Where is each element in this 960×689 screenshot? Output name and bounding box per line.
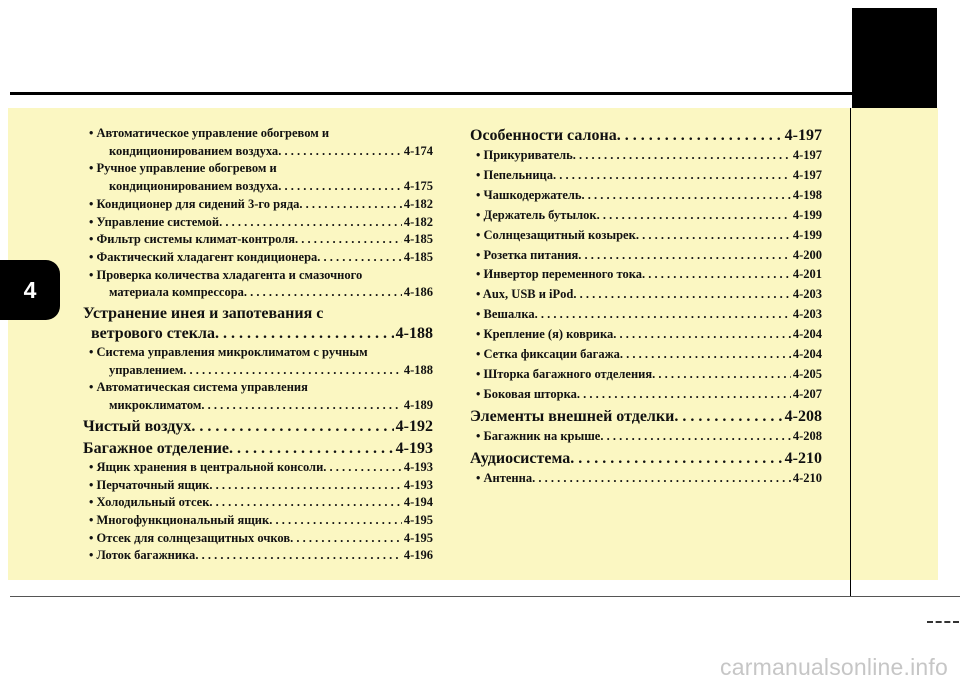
toc-subsection <box>83 249 433 267</box>
toc-entry-title: ветрового стекла <box>91 325 215 343</box>
toc-entry[interactable] <box>470 449 822 469</box>
toc-subsection <box>83 196 433 214</box>
toc-left-column <box>83 125 433 565</box>
dot-leader <box>183 362 402 380</box>
toc-page-number: 4-174 <box>403 143 433 158</box>
dot-leader <box>299 196 401 214</box>
dot-leader <box>570 449 782 469</box>
toc-page-number: 4-205 <box>792 366 822 381</box>
toc-entry[interactable] <box>83 459 433 477</box>
toc-entry-title: • Многофункциональный ящик <box>89 512 270 527</box>
toc-entry-title: • Пепельница <box>476 167 554 182</box>
toc-subsection <box>470 166 822 186</box>
toc-entry[interactable] <box>470 206 822 226</box>
toc-subsection <box>470 365 822 385</box>
toc-entry[interactable] <box>83 284 433 302</box>
toc-entry-title-line: • Система управления микроклиматом с ручным <box>89 345 368 360</box>
toc-entry[interactable] <box>470 325 822 345</box>
toc-entry[interactable] <box>83 547 433 565</box>
dot-leader <box>209 477 401 495</box>
page-marker <box>927 621 959 623</box>
toc-entry-title: • Сетка фиксации багажа <box>476 347 620 362</box>
dot-leader <box>617 126 783 146</box>
toc-subsection <box>83 160 433 195</box>
dot-leader <box>317 249 402 267</box>
toc-page-number: 4-204 <box>792 327 822 342</box>
dot-leader <box>269 512 402 530</box>
toc-subsection <box>470 246 822 266</box>
toc-entry-title: • Чашкодержатель <box>476 187 582 202</box>
toc-entry[interactable] <box>83 362 433 380</box>
toc-entry[interactable] <box>470 166 822 186</box>
toc-subsection <box>83 547 433 565</box>
toc-page-number: 4-203 <box>792 287 822 302</box>
toc-entry[interactable] <box>83 196 433 214</box>
toc-entry-title: управлением <box>109 362 184 377</box>
toc-entry[interactable] <box>83 249 433 267</box>
toc-entry-title: кондиционированием воздуха <box>109 179 279 194</box>
toc-entry[interactable] <box>470 469 822 489</box>
toc-page-number: 4-197 <box>784 127 822 144</box>
toc-subsection <box>83 477 433 495</box>
dot-leader <box>573 285 790 305</box>
toc-entry[interactable] <box>470 365 822 385</box>
toc-entry-title: • Прикуриватель <box>476 148 573 162</box>
toc-section <box>470 449 822 469</box>
toc-page-number: 4-186 <box>403 285 433 300</box>
dot-leader <box>620 345 791 365</box>
toc-subsection <box>470 385 822 405</box>
toc-subsection <box>83 214 433 232</box>
toc-subsection <box>83 267 433 302</box>
dot-leader <box>215 324 394 344</box>
toc-page-number: 4-196 <box>403 548 433 563</box>
toc-entry-title: • Перчаточный ящик <box>89 477 210 492</box>
toc-subsection <box>470 427 822 447</box>
toc-page-number: 4-185 <box>403 232 433 247</box>
toc-entry[interactable] <box>83 477 433 495</box>
toc-page-number: 4-208 <box>792 428 822 443</box>
toc-subsection <box>470 206 822 226</box>
toc-subsection <box>83 494 433 512</box>
toc-entry-title: • Боковая шторка <box>476 386 577 401</box>
toc-entry[interactable] <box>470 305 822 325</box>
dot-leader <box>532 469 791 489</box>
toc-entry-title: Аудиосистема <box>470 449 571 467</box>
toc-section <box>83 304 433 344</box>
toc-entry[interactable] <box>470 146 822 166</box>
toc-page-number: 4-208 <box>784 407 822 425</box>
dot-leader <box>636 226 791 246</box>
dot-leader <box>278 143 402 161</box>
toc-entry[interactable] <box>470 285 822 305</box>
dot-leader <box>295 231 402 249</box>
toc-entry-title: • Управление системой <box>89 214 220 229</box>
toc-page-number: 4-197 <box>792 167 822 182</box>
toc-entry-title: • Багажник на крыше <box>476 428 601 443</box>
top-rule <box>10 92 852 95</box>
dot-leader <box>209 494 401 512</box>
dot-leader <box>535 305 791 325</box>
toc-subsection <box>470 285 822 305</box>
dot-leader <box>244 284 402 302</box>
toc-entry[interactable] <box>83 439 433 459</box>
toc-page-number: 4-199 <box>792 207 822 222</box>
dot-leader <box>577 385 791 405</box>
toc-page-number: 4-192 <box>395 417 433 435</box>
toc-entry[interactable] <box>83 178 433 196</box>
toc-entry[interactable] <box>470 265 822 285</box>
toc-page-number: 4-185 <box>403 249 433 264</box>
toc-entry-title: • Фактический хладагент кондиционера <box>89 249 318 264</box>
toc-page-number: 4-193 <box>403 477 433 492</box>
toc-subsection <box>83 379 433 414</box>
toc-entry[interactable] <box>470 126 822 146</box>
toc-entry-title: • Aux, USB и iPod <box>476 287 574 302</box>
toc-entry[interactable] <box>470 427 822 447</box>
dot-leader <box>600 427 790 447</box>
dot-leader <box>219 214 402 232</box>
toc-page-number: 4-204 <box>792 347 822 362</box>
toc-entry-title: • Ящик хранения в центральной консоли <box>89 459 324 474</box>
toc-right-column <box>470 124 822 489</box>
toc-page-number: 4-199 <box>792 227 822 242</box>
toc-subsection <box>470 305 822 325</box>
dot-leader <box>652 365 791 385</box>
toc-subsection <box>83 231 433 249</box>
bottom-rule <box>10 596 960 597</box>
toc-entry-title: • Антенна <box>476 470 533 485</box>
toc-entry-title: • Кондиционер для сидений 3-го ряда <box>89 196 300 211</box>
toc-entry-title: кондиционированием воздуха <box>109 143 279 158</box>
toc-entry-title-line: • Автоматическая система управления <box>89 380 308 395</box>
watermark: carmanualsonline.info <box>720 654 948 680</box>
toc-subsection <box>470 345 822 365</box>
toc-entry-title: Багажное отделение <box>83 439 230 457</box>
toc-page-number: 4-193 <box>403 459 433 474</box>
dot-leader <box>613 325 791 345</box>
toc-page-number: 4-200 <box>792 247 822 262</box>
toc-entry[interactable] <box>83 214 433 232</box>
toc-page-number: 4-175 <box>403 179 433 194</box>
toc-subsection <box>470 226 822 246</box>
toc-entry[interactable] <box>83 512 433 530</box>
toc-entry-title: • Вешалка <box>476 307 535 322</box>
toc-section <box>83 439 433 459</box>
toc-entry-title-line: • Автоматическое управление обогревом и <box>89 126 330 140</box>
toc-page-number: 4-203 <box>792 307 822 322</box>
dot-leader <box>290 530 402 548</box>
toc-entry-title: • Крепление (я) коврика <box>476 327 614 342</box>
toc-entry-title: • Розетка питания <box>476 247 579 262</box>
toc-subsection <box>470 186 822 206</box>
toc-entry[interactable] <box>83 143 433 161</box>
toc-subsection <box>83 344 433 379</box>
toc-entry-title: • Фильтр системы климат-контроля <box>89 232 296 247</box>
toc-entry[interactable] <box>470 345 822 365</box>
toc-entry-title: • Держатель бутылок <box>476 207 597 222</box>
corner-black-block <box>852 8 937 108</box>
dot-leader <box>553 166 791 186</box>
dot-leader <box>597 206 791 226</box>
toc-entry-title-line: • Ручное управление обогревом и <box>89 161 277 176</box>
toc-entry[interactable] <box>470 246 822 266</box>
toc-page-number: 4-207 <box>792 386 822 401</box>
dot-leader <box>195 547 402 565</box>
toc-page-number: 4-182 <box>403 196 433 211</box>
toc-page-number: 4-182 <box>403 214 433 229</box>
toc-subsection <box>470 146 822 166</box>
toc-page-number: 4-197 <box>792 148 822 162</box>
toc-entry-title: микроклиматом <box>109 398 202 413</box>
toc-entry[interactable] <box>83 397 433 415</box>
toc-entry[interactable] <box>470 385 822 405</box>
toc-entry[interactable] <box>470 226 822 246</box>
dot-leader <box>229 439 394 459</box>
vertical-divider <box>850 108 851 596</box>
toc-subsection <box>83 512 433 530</box>
toc-section <box>83 417 433 437</box>
toc-subsection <box>470 469 822 489</box>
toc-entry-title: • Солнцезащитный козырек <box>476 227 636 242</box>
toc-entry[interactable] <box>470 186 822 206</box>
dot-leader <box>582 186 791 206</box>
toc-entry[interactable] <box>83 324 433 344</box>
toc-entry-title: Чистый воздух <box>83 417 192 435</box>
toc-page-number: 4-193 <box>395 439 433 457</box>
toc-page-number: 4-201 <box>792 267 822 282</box>
toc-section <box>470 407 822 427</box>
toc-entry[interactable] <box>83 417 433 437</box>
toc-page-number: 4-188 <box>403 362 433 377</box>
dot-leader <box>642 265 791 285</box>
toc-subsection <box>83 530 433 548</box>
dot-leader <box>191 417 393 437</box>
toc-subsection <box>83 125 433 160</box>
toc-page-number: 4-194 <box>403 495 433 510</box>
toc-page-number: 4-195 <box>403 530 433 545</box>
toc-entry-title: • Холодильный отсек <box>89 495 210 510</box>
toc-page-number: 4-189 <box>403 398 433 413</box>
toc-entry[interactable] <box>83 530 433 548</box>
toc-section <box>470 126 822 146</box>
toc-entry-title-line: • Проверка количества хладагента и смазочного <box>89 267 363 282</box>
toc-entry-title: • Шторка багажного отделения <box>476 366 653 381</box>
toc-entry-title: Особенности салона <box>470 127 617 144</box>
toc-entry-title-line: Устранение инея и запотевания с <box>83 305 324 323</box>
toc-subsection <box>470 325 822 345</box>
toc-page-number: 4-188 <box>395 325 433 343</box>
toc-page-number: 4-195 <box>403 512 433 527</box>
chapter-tab: 4 <box>0 260 60 320</box>
toc-page-number: 4-198 <box>792 187 822 202</box>
toc-entry-title: материала компрессора <box>109 285 244 300</box>
toc-entry[interactable] <box>83 231 433 249</box>
dot-leader <box>578 246 791 266</box>
toc-entry[interactable] <box>83 494 433 512</box>
dot-leader <box>278 178 402 196</box>
dot-leader <box>201 397 401 415</box>
toc-entry-title: Элементы внешней отделки <box>470 407 675 425</box>
toc-page-number: 4-210 <box>784 449 822 467</box>
toc-subsection <box>470 265 822 285</box>
toc-entry-title: • Лоток багажника <box>89 548 196 563</box>
toc-entry-title: • Отсек для солнцезащитных очков <box>89 530 291 545</box>
toc-page-number: 4-210 <box>792 470 822 485</box>
dot-leader <box>323 459 402 477</box>
toc-entry-title: • Инвертор переменного тока <box>476 267 643 282</box>
toc-subsection <box>83 459 433 477</box>
dot-leader <box>674 407 782 427</box>
toc-entry[interactable] <box>470 407 822 427</box>
dot-leader <box>573 146 791 166</box>
